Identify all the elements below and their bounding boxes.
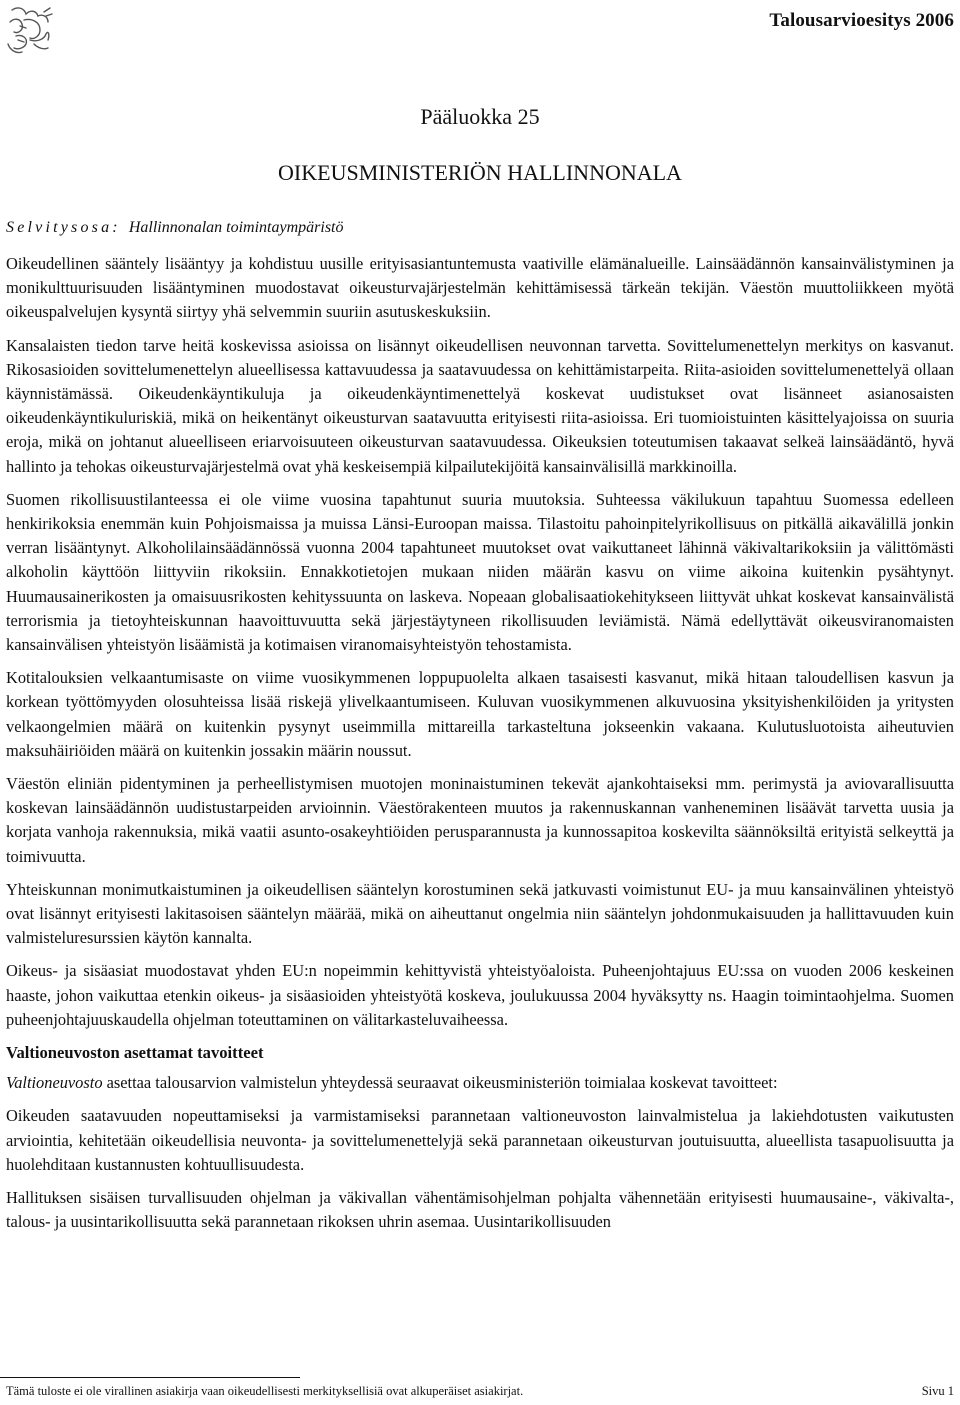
paragraph: Kotitalouksien velkaantumisaste on viime vuosikymmenen loppupuolelta alkaen tasaisesti kasvanut, mikä hitaan taloudellisen kasvun ja korkean työttömyyden olosuhteissa lisää riskejä ylivelkaantumiseen. Kuluvan vuosikymmenen alkuvuosina yksityishenkilöiden ja yritysten velkaongelmien määrä on kuitenkin pysynyt useimmilla mittareilla tarkasteltuna jokseenkin vakaana. Kulutusluotoista aiheutuvien maksuhäiriöiden määrä on kuitenkin jossakin määrin noussut. xyxy=(6,668,954,760)
goals-intro-text: asettaa talousarvion valmistelun yhteydessä seuraavat oikeusministeriön toimialaa koskevat tavoitteet: xyxy=(102,1073,778,1093)
paragraph: Oikeus- ja sisäasiat muodostavat yhden EU:n nopeimmin kehittyvistä yhteistyöaloista. Puheenjohtajuus EU:ssa on vuoden 2006 keskeinen haaste, johon vaikuttaa etenkin oikeus- ja sisäasioiden yhteistyötä koskeva, joulukuussa 2004 hyväksytty ns. Haagin toimintaohjelma. Suomen puheenjohtajuuskaudella ohjelman toteuttaminen on välitarkasteluvaiheessa. xyxy=(6,961,954,1029)
section-line xyxy=(6,219,344,237)
goals-intro-italic: Valtioneuvosto xyxy=(6,1073,103,1093)
section-label: Selvitysosa: xyxy=(6,219,121,236)
page-number: Sivu 1 xyxy=(921,1384,954,1398)
lion-coat-of-arms-icon xyxy=(4,4,54,56)
paragraph: Suomen rikollisuustilanteessa ei ole viime vuosina tapahtunut suuria muutoksia. Suhteessa väkilukuun tapahtuu Suomessa edelleen henkirikoksia enemmän kuin Pohjoismaissa ja muissa Länsi-Euroopan maissa. Tilastoitu pahoinpitelyrikollisuus on pitkällä aikavälillä jonkin verran lisääntynyt. Alkoholilainsäädännössä vuonna 2004 tapahtuneet muutokset ovat vaikuttaneet lähinnä väkivaltarikoksiin ja välittömästi alkoholin käyttöön liittyviin rikoksiin. Ennakkotietojen mukaan niiden määrän kasvu on viime aikoina kuitenkin pysähtynyt. Huumausainerikosten ja omaisuusrikosten kehityssuunta on laskeva. Nopeaan globalisaatiokehitykseen liittyvät uhkat koskevat kansainvälistä terrorismia ja tietoyhteiskunnan haavoittuvuutta sekä järjestäytyneen rikollisuuden leviämistä. Nämä edellyttävät oikeusviranomaisten kansainvälisen yhteistyön lisäämistä ja kotimaisen viranomaisyhteistyön tehostamista. xyxy=(6,489,954,655)
goal-paragraph: Oikeuden saatavuuden nopeuttamiseksi ja varmistamiseksi parannetaan valtioneuvoston lainvalmistelua ja lakiehdotusten vaikutusten arviointia, kehitetään oikeudellisia neuvonta- ja sovittelumenettelyjä sekä parannetaan oikeusturvan joutuisuutta, alueellista tasapuolisuutta ja huolehditaan kustannusten kohtuullisuudesta. xyxy=(6,1106,954,1174)
footer-disclaimer: Tämä tuloste ei ole virallinen asiakirja vaan oikeudellisesti merkityksellisiä ovat alkuperäiset asiakirjat. xyxy=(6,1384,524,1398)
admin-branch-heading: OIKEUSMINISTERIÖN HALLINNONALA xyxy=(278,160,682,185)
section-title: Hallinnonalan toimintaympäristö xyxy=(128,219,344,236)
footer-divider xyxy=(0,1377,300,1378)
page-footer xyxy=(6,1384,954,1399)
document-title: Talousarvioesitys 2006 xyxy=(769,10,954,31)
paragraph: Yhteiskunnan monimutkaistuminen ja oikeudellisen sääntelyn korostuminen sekä jatkuvasti voimistunut EU- ja muu kansainvälinen yhteistyö ovat lisännyt erityisesti lakitasoisen sääntelyn määrää, mikä on aiheuttanut ongelmia niin sääntelyn johdonmukaisuuden ja hallittavuuden kuin valmisteluresurssien käytön kannalta. xyxy=(6,879,954,948)
goal-paragraph: Hallituksen sisäisen turvallisuuden ohjelman ja väkivallan vähentämisohjelman pohjalta vähennetään erityisesti huumausaine-, väkivalta-, talous- ja uusintarikollisuutta sekä parannetaan rikoksen uhrin asemaa. Uusintarikollisuuden xyxy=(6,1187,954,1232)
body-text xyxy=(6,252,954,1243)
goals-intro xyxy=(6,1071,954,1095)
paragraph: Kansalaisten tiedon tarve heitä koskevissa asioissa on lisännyt oikeudellisen neuvonnan tarvetta. Sovittelumenettelyn merkitys on kasvanut. Rikosasioiden sovittelumenettelyn alueellisessa kattavuudessa ja saatavuudessa on kehittämistarpeita. Riita-asioiden sovittelumenettelyä ollaan käynnistämässä. Oikeudenkäyntikuluja ja oikeudenkäyntimenettelyä koskevat uudistukset ovat lisänneet asianosaisten oikeudenkäyntikuluriskiä, mikä on heikentänyt oikeusturvan saatavuutta erityisesti riita-asioissa. Eri tuomioistuinten käsittelyajoissa on suuria eroja, mikä on johtanut alueelliseen eriarvoisuuteen oikeusturvan saatavuudessa. Oikeuksien toteutumisen takaavat selkeä lainsäädäntö, hyvä hallinto ja tehokas oikeusturvajärjestelmä ovat yhä keskeisempiä kilpailutekijöitä kansainvälisillä markkinoilla. xyxy=(6,335,954,476)
goals-heading: Valtioneuvoston asettamat tavoitteet xyxy=(6,1043,264,1063)
paragraph: Väestön eliniän pidentyminen ja perheellistymisen muotojen moninaistuminen tekevät ajankohtaiseksi mm. perimystä ja aviovarallisuutta koskevan lainsäädännön uudistustarpeiden arvioinnin. Väestörakenteen muutos ja rakennuskannan vanheneminen lisäävät tarvetta uusia ja korjata vanhoja rakennuksia, mikä vaatii asunto-osakeyhtiöiden perusparannusta ja kunnossapitoa koskevilta säännöksiltä erityistä selkeyttä ja toimivuutta. xyxy=(6,774,954,866)
main-class-heading xyxy=(0,104,960,130)
paragraph: Oikeudellinen sääntely lisääntyy ja kohdistuu uusille erityisasiantuntemusta vaativille elämänalueille. Lainsäädännön kansainvälistyminen ja monikulttuurisuuden lisääntyminen muodostavat oikeusturvajärjestelmän kehittämisessä tärkeän tekijän. Väestön muuttoliikkeen myötä oikeuspalvelujen kysyntä siirtyy yhä selvemmin suuriin asutuskeskuksiin. xyxy=(6,254,954,322)
main-class-text: Pääluokka 25 xyxy=(420,104,540,129)
